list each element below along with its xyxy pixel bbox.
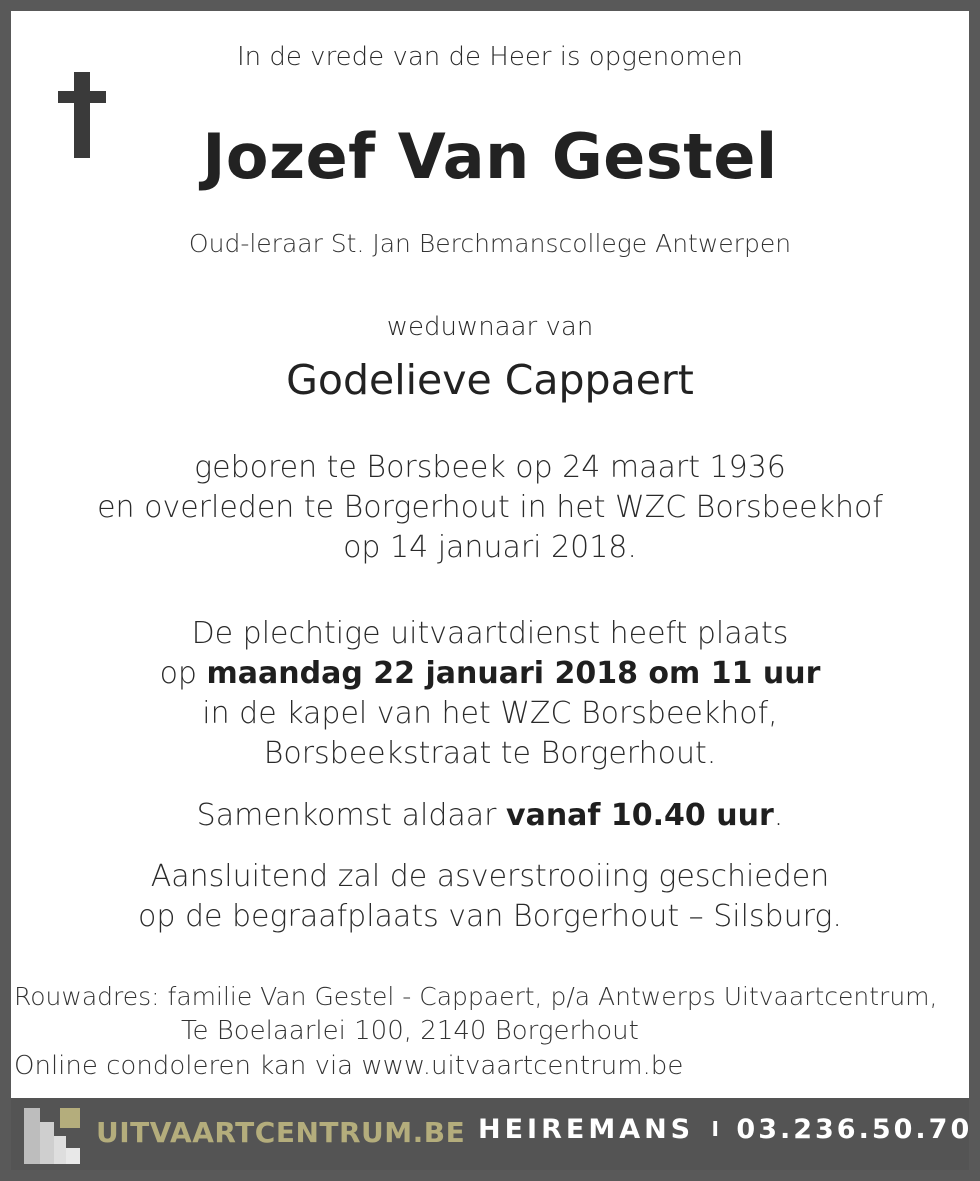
contact-address-line: Rouwadres: familie Van Gestel - Cappaert, p/a Antwerps Uitvaartcentrum,: [14, 982, 938, 1011]
spouse-label: weduwnaar van: [386, 312, 594, 342]
service-line-1: De plechtige uitvaartdienst heeft plaats: [191, 616, 789, 651]
deceased-name: Jozef Van Gestel: [202, 120, 778, 193]
service-line-2: op maandag 22 januari 2018 om 11 uur: [159, 656, 821, 691]
gathering-text: Samenkomst aldaar vanaf 10.40 uur.: [196, 798, 784, 833]
service-line-3: in de kapel van het WZC Borsbeekhof,: [202, 696, 778, 731]
scattering-line-2: op de begraafplaats van Borgerhout – Silsburg.: [138, 899, 842, 934]
deceased-title: Oud-leraar St. Jan Berchmanscollege Antwerpen: [188, 229, 792, 258]
contact-street-line: Te Boelaarlei 100, 2140 Borgerhout: [181, 1016, 639, 1046]
brand-name: UITVAARTCENTRUM.BE: [96, 1116, 466, 1149]
service-line-4: Borsbeekstraat te Borgerhout.: [263, 736, 717, 771]
life-line-1: geboren te Borsbeek op 24 maart 1936: [194, 450, 786, 485]
life-line-3: op 14 januari 2018.: [343, 530, 637, 565]
firm-contact: HEIREMANS I 03.236.50.70: [478, 1114, 973, 1145]
life-line-2: en overleden te Borgerhout in het WZC Borsbeekhof: [97, 490, 883, 525]
spouse-name: Godelieve Cappaert: [286, 356, 694, 404]
contact-online-line: Online condoleren kan via www.uitvaartcentrum.be: [14, 1051, 684, 1081]
scattering-line-1: Aansluitend zal de asverstrooiing geschieden: [150, 859, 830, 894]
intro-text: In de vrede van de Heer is opgenomen: [237, 42, 743, 72]
